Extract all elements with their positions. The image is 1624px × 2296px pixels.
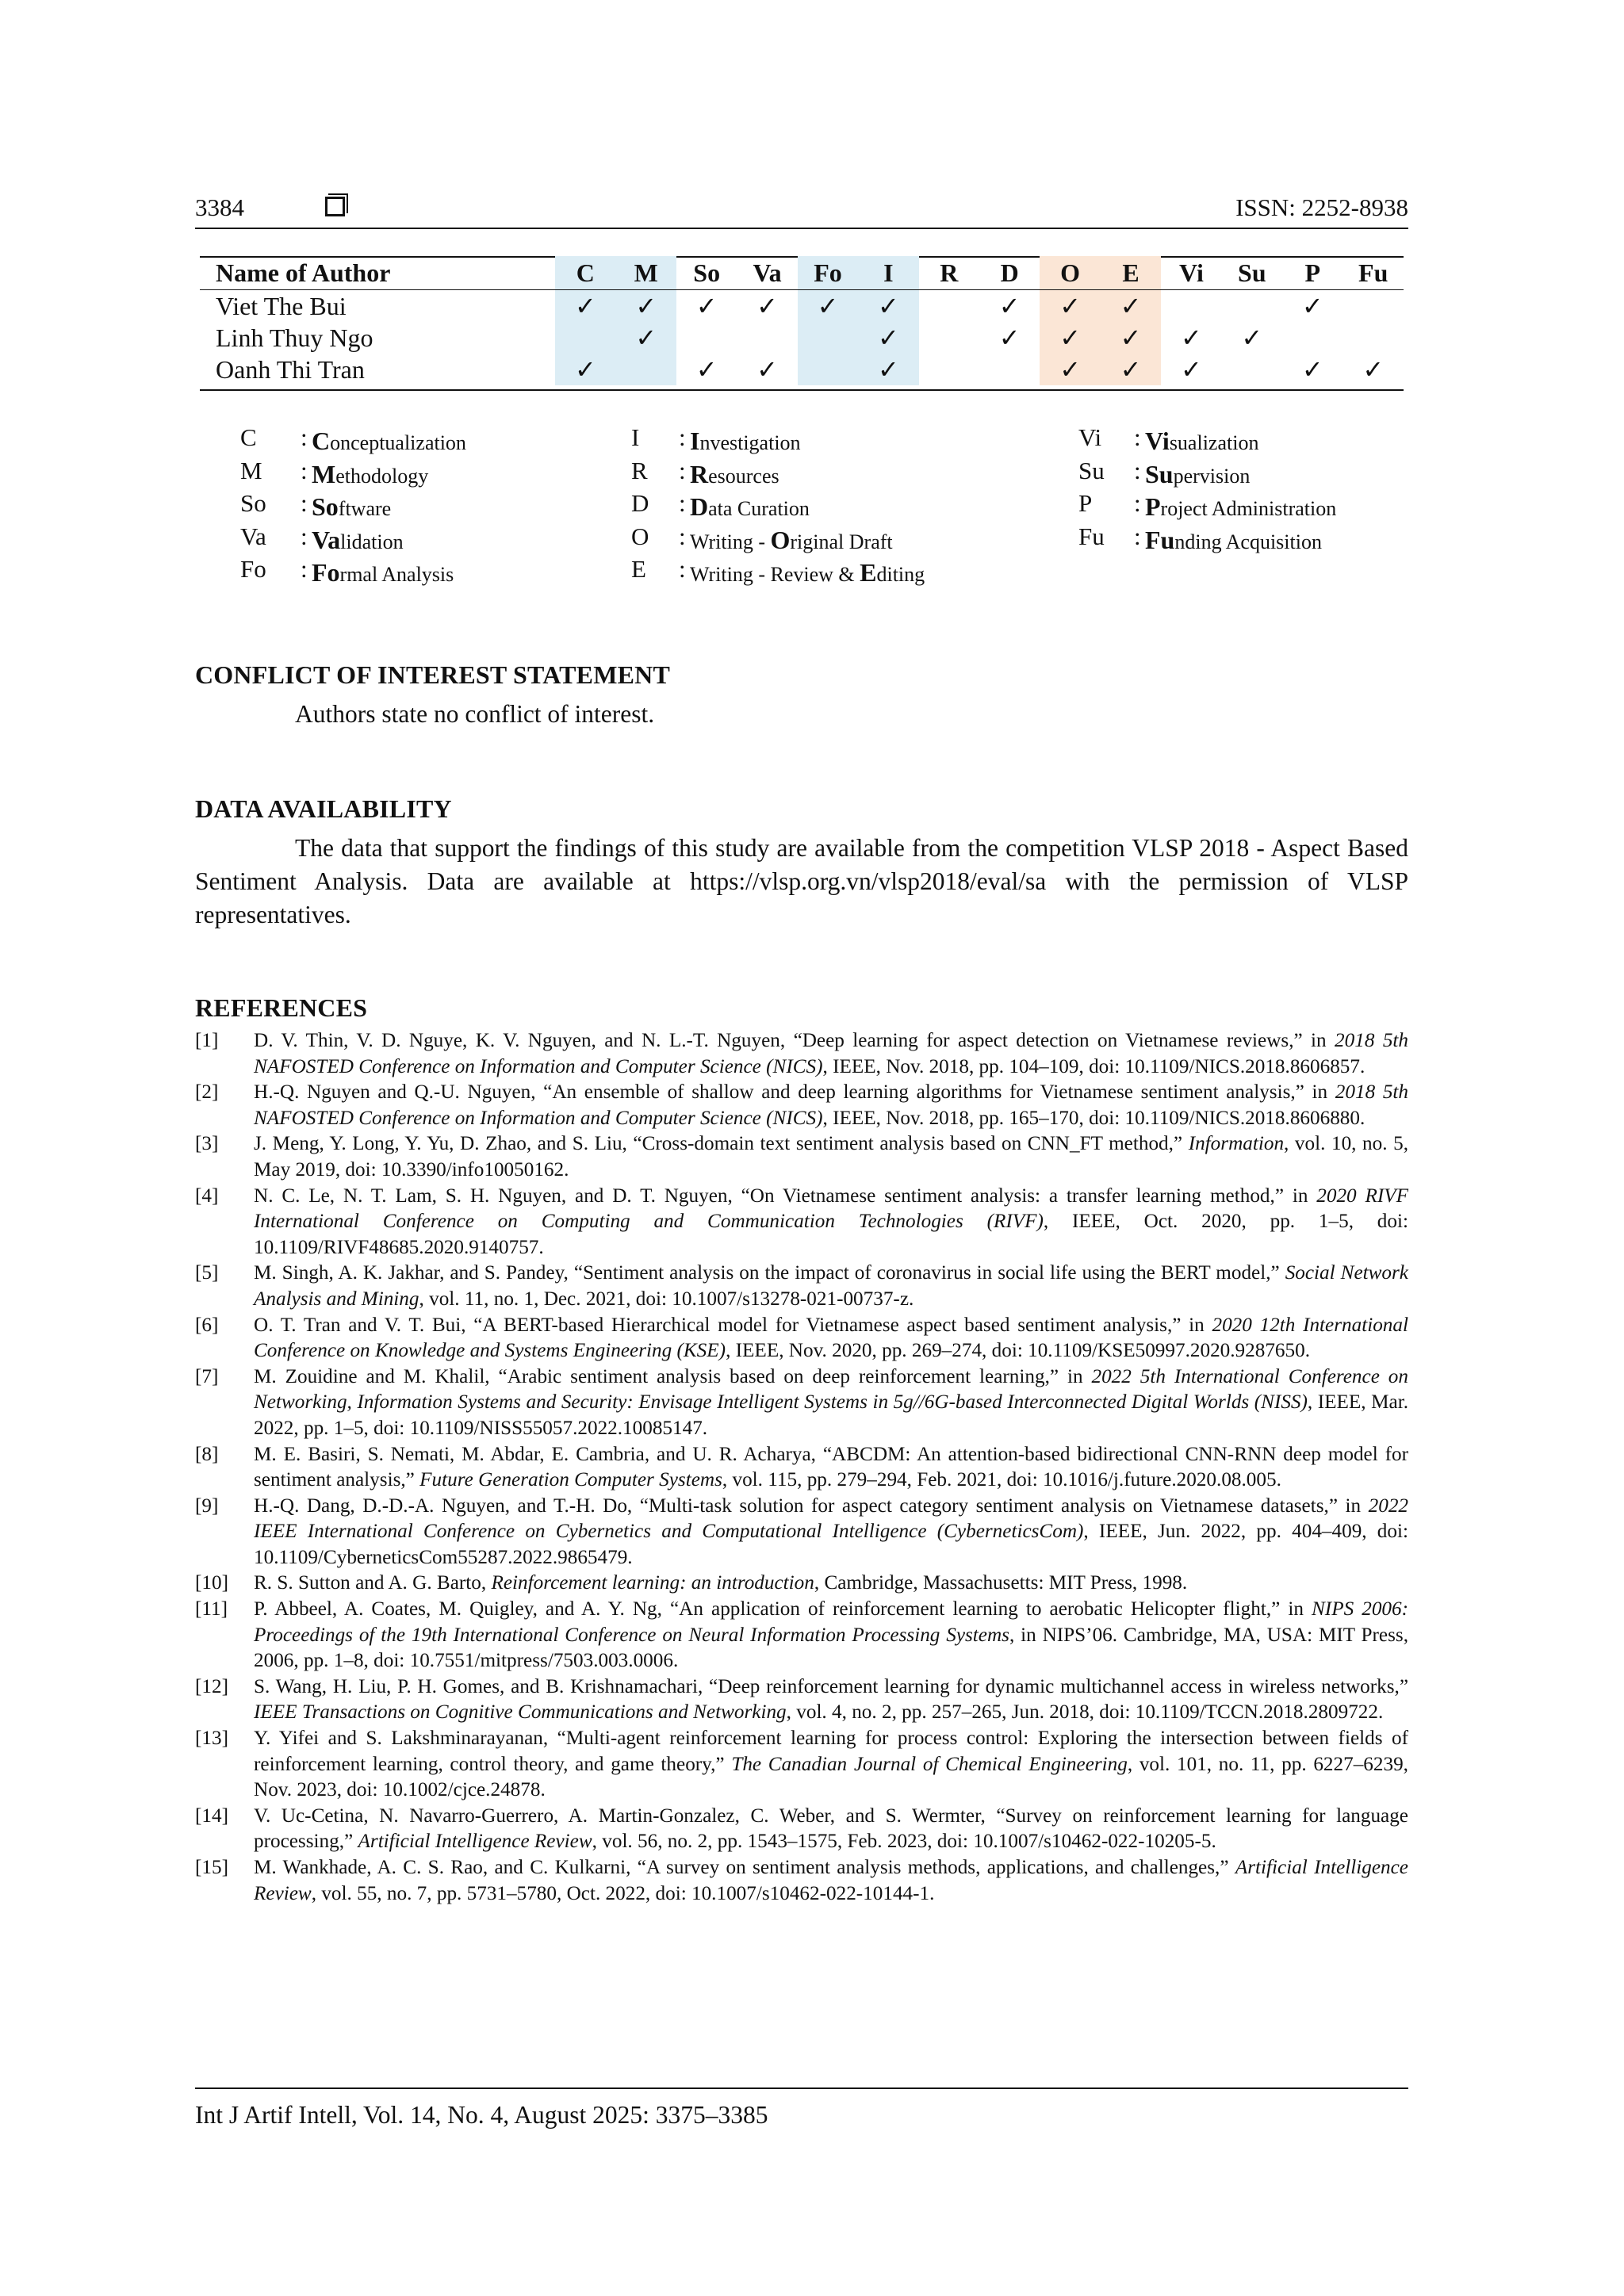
check-mark-icon: ✓ <box>858 290 918 323</box>
legend-abbr: Vi <box>1078 423 1102 451</box>
legend-item <box>631 522 1075 556</box>
reference-text: O. T. Tran and V. T. Bui, “A BERT-based Hierarchical model for Vietnamese aspect based sentiment analysis,” in <box>254 1314 1212 1336</box>
legend-abbr: So <box>240 489 266 517</box>
check-mark-icon: ✓ <box>1181 355 1202 384</box>
legend-bold-letters: Su <box>1145 459 1174 488</box>
reference-number: [12] <box>195 1675 228 1697</box>
role-header: I <box>858 256 918 290</box>
legend-abbr: Va <box>240 522 266 550</box>
reference-number: [14] <box>195 1804 228 1827</box>
reference-text: D. V. Thin, V. D. Nguye, K. V. Nguyen, and N. L.-T. Nguyen, “Deep learning for aspect detection on Vietnamese reviews,” in <box>254 1030 1335 1051</box>
reference-item <box>195 1804 1408 1855</box>
legend-bold-letters: C <box>312 427 331 455</box>
conflict-heading: CONFLICT OF INTEREST STATEMENT <box>195 660 671 689</box>
legend-description <box>690 526 893 555</box>
reference-number: [8] <box>195 1443 219 1465</box>
legend-item <box>631 423 1075 457</box>
reference-details: , vol. 10, no. 5, May 2019, doi: 10.3390/info10050162. <box>254 1133 1409 1181</box>
check-mark-icon: ✓ <box>858 354 918 385</box>
legend-abbr: I <box>631 423 640 451</box>
reference-venue: IEEE Transactions on Cognitive Communications and Networking <box>254 1701 787 1724</box>
reference-text: H.-Q. Nguyen and Q.-U. Nguyen, “An ensemble of shallow and deep learning algorithms for Vietnamese sentiment analysis,” in <box>254 1081 1335 1104</box>
legend-colon: : <box>1134 423 1141 451</box>
check-mark-icon: ✓ <box>695 292 718 320</box>
name-of-author-header: Name of Author <box>200 256 555 290</box>
reference-text: Y. Yifei and S. Lakshminarayanan, “Multi-agent reinforcement learning for process control: Exploring the intersection between fields of reinforcement learning, control theory, and game theory,” <box>254 1728 1408 1775</box>
legend-colon: : <box>1134 456 1141 484</box>
legend-prefix: Writing - Review & <box>690 563 860 586</box>
legend-colon: : <box>679 489 686 517</box>
reference-text: M. Wankhade, A. C. S. Rao, and C. Kulkarni, “A survey on sentiment analysis methods, applications, and challenges,” <box>254 1857 1235 1878</box>
table-header-row <box>200 256 1404 290</box>
reference-venue: 2022 IEEE International Conference on Cybernetics and Computational Intelligence (CyberneticsCom) <box>254 1494 1408 1543</box>
check-mark-icon: ✓ <box>1040 322 1100 354</box>
legend-abbr: C <box>240 423 257 451</box>
reference-text: N. C. Le, N. T. Lam, S. H. Nguyen, and D. T. Nguyen, “On Vietnamese sentiment analysis: a transfer learning method,” in <box>254 1184 1317 1207</box>
table-body <box>200 290 1404 386</box>
legend-rest: rmal Analysis <box>339 563 454 586</box>
check-mark-icon: ✓ <box>756 292 778 320</box>
legend-colon: : <box>301 423 308 451</box>
legend-colon: : <box>679 522 686 550</box>
role-header: Fo <box>798 256 858 290</box>
empty-cell <box>737 322 797 354</box>
reference-number: [1] <box>195 1030 219 1051</box>
legend-rest: sualization <box>1169 431 1259 454</box>
reference-item <box>195 1131 1408 1183</box>
reference-item <box>195 1313 1408 1364</box>
reference-details: , Cambridge, Massachusetts: MIT Press, 1998. <box>814 1572 1188 1594</box>
author-name: Linh Thuy Ngo <box>216 323 373 352</box>
empty-cell <box>919 322 979 354</box>
legend-rest: onceptualization <box>330 431 466 454</box>
legend-abbr: Fu <box>1078 522 1105 550</box>
role-header: Fu <box>1342 256 1404 290</box>
legend-abbr: R <box>631 456 648 484</box>
legend-column-3 <box>1078 423 1411 555</box>
reference-venue: NIPS 2006: Proceedings of the 19th International Conference on Neural Information Processing Systems <box>254 1598 1408 1646</box>
legend-item <box>1078 489 1411 522</box>
legend-colon: : <box>1134 522 1141 550</box>
legend-prefix: Writing - <box>690 530 771 553</box>
legend-colon: : <box>301 456 308 484</box>
reference-text: S. Wang, H. Liu, P. H. Gomes, and B. Krishnamachari, “Deep reinforcement learning for dynamic multichannel access in wireless networks,” <box>254 1675 1408 1697</box>
legend-colon: : <box>301 555 308 583</box>
square-icon <box>325 197 345 216</box>
legend-item <box>631 489 1075 522</box>
reference-number: [6] <box>195 1314 219 1336</box>
reference-item <box>195 1028 1408 1080</box>
data-availability-heading: DATA AVAILABILITY <box>195 794 452 823</box>
empty-cell <box>1222 354 1282 385</box>
legend-colon: : <box>679 555 686 583</box>
legend-description <box>1145 526 1322 555</box>
reference-details: , vol. 11, no. 1, Dec. 2021, doi: 10.1007/s13278-021-00737-z. <box>419 1288 914 1310</box>
reference-text: V. Uc-Cetina, N. Navarro-Guerrero, A. Martin-Gonzalez, C. Weber, and S. Wermter, “Survey on reinforcement learning for language processing,” <box>254 1804 1408 1853</box>
reference-details: , IEEE, Jun. 2022, pp. 404–409, doi: 10.1109/CyberneticsCom55287.2022.9865479. <box>254 1521 1408 1568</box>
check-mark-icon: ✓ <box>998 292 1021 320</box>
reference-list <box>195 1028 1408 1907</box>
reference-details: , vol. 115, pp. 279–294, Feb. 2021, doi: 10.1016/j.future.2020.08.005. <box>722 1469 1281 1491</box>
reference-item <box>195 1364 1408 1442</box>
legend-bold-letters: E <box>860 558 877 587</box>
reference-item <box>195 1597 1408 1674</box>
legend-description <box>312 460 428 489</box>
author-row <box>200 322 1404 354</box>
legend-item <box>631 555 1075 588</box>
empty-cell <box>919 290 979 323</box>
legend-item <box>1078 522 1411 556</box>
legend-description <box>312 526 404 555</box>
page-header <box>195 193 1408 225</box>
reference-item <box>195 1571 1408 1597</box>
legend-item <box>1078 423 1411 457</box>
legend-bold-letters: P <box>1145 492 1161 521</box>
check-mark-icon: ✓ <box>1101 354 1161 385</box>
role-header: So <box>676 256 737 290</box>
empty-cell <box>555 322 615 354</box>
legend-column-2 <box>631 423 1075 588</box>
author-name: Viet The Bui <box>216 291 347 320</box>
reference-text: J. Meng, Y. Long, Y. Yu, D. Zhao, and S. Liu, “Cross-domain text sentiment analysis based on CNN_FT method,” <box>254 1133 1189 1155</box>
reference-number: [10] <box>195 1572 228 1594</box>
check-mark-icon: ✓ <box>1101 322 1161 354</box>
legend-rest: ethodology <box>335 464 429 488</box>
check-mark-icon: ✓ <box>1301 292 1323 320</box>
legend-description <box>1145 460 1250 489</box>
empty-cell <box>1342 290 1404 323</box>
reference-number: [7] <box>195 1365 219 1387</box>
check-mark-icon: ✓ <box>1040 354 1100 385</box>
reference-details: , in NIPS’06. Cambridge, MA, USA: MIT Press, 2006, pp. 1–8, doi: 10.7551/mitpress/7503.003.0006. <box>254 1624 1408 1672</box>
empty-cell <box>919 354 979 385</box>
legend-bold-letters: Fo <box>312 558 340 587</box>
legend-rest: esources <box>708 464 779 488</box>
empty-cell <box>1282 322 1342 354</box>
data-availability-text: The data that support the findings of this study are available from the competition VLSP 2018 - Aspect Based Sentiment Analysis. Data are available at https://vlsp.org.vn/vlsp2018/eval/sa with the permission of VLSP representatives. <box>195 834 1408 928</box>
legend-abbr: P <box>1078 489 1093 517</box>
reference-item <box>195 1184 1408 1261</box>
reference-details: , IEEE, Nov. 2020, pp. 269–274, doi: 10.1109/KSE50997.2020.9287650. <box>726 1340 1311 1362</box>
legend-colon: : <box>679 423 686 451</box>
role-header: P <box>1282 256 1342 290</box>
reference-details: , IEEE, Oct. 2020, pp. 1–5, doi: 10.1109/RIVF48685.2020.9140757. <box>254 1211 1408 1258</box>
legend-description <box>690 558 925 587</box>
contribution-table <box>200 256 1404 385</box>
legend-rest: roject Administration <box>1160 497 1337 520</box>
legend-abbr: D <box>631 489 649 517</box>
check-mark-icon: ✓ <box>1362 355 1385 384</box>
legend-item <box>240 423 640 457</box>
legend-colon: : <box>1134 489 1141 517</box>
check-mark-icon: ✓ <box>756 355 778 384</box>
author-row <box>200 354 1404 385</box>
legend-item <box>240 457 637 490</box>
role-header: D <box>979 256 1040 290</box>
reference-venue: Artificial Intelligence Review <box>358 1831 592 1853</box>
issn-label: ISSN: 2252-8938 <box>1235 193 1408 221</box>
role-header: M <box>616 256 676 290</box>
reference-venue: Artificial Intelligence Review <box>254 1857 1408 1904</box>
reference-text: H.-Q. Dang, D.-D.-A. Nguyen, and T.-H. Do, “Multi-task solution for aspect category sentiment analysis on Vietnamese datasets,” in <box>254 1494 1369 1517</box>
reference-venue: Information <box>1188 1133 1285 1155</box>
reference-venue: Social Network Analysis and Mining <box>254 1262 1408 1310</box>
conflict-text: Authors state no conflict of interest. <box>295 700 655 728</box>
reference-details: , vol. 101, no. 11, pp. 6227–6239, Nov. 2023, doi: 10.1002/cjce.24878. <box>254 1753 1408 1801</box>
legend-abbr: Su <box>1078 456 1105 484</box>
legend-bold-letters: M <box>312 459 336 488</box>
reference-number: [13] <box>195 1728 228 1750</box>
reference-text: R. S. Sutton and A. G. Barto, <box>254 1572 492 1594</box>
reference-venue: 2018 5th NAFOSTED Conference on Information and Computer Science (NICS) <box>254 1030 1408 1077</box>
legend-description <box>690 427 801 456</box>
reference-text: M. Singh, A. K. Jakhar, and S. Pandey, “Sentiment analysis on the impact of coronavirus in social life using the BERT model,” <box>254 1262 1285 1284</box>
check-mark-icon: ✓ <box>1101 290 1161 323</box>
legend-bold-letters: R <box>690 459 709 488</box>
reference-venue: 2022 5th International Conference on Networking, Information Systems and Security: Envisage Intelligent Systems in 5g//6G-based Interconnected Digital Worlds (NISS) <box>254 1365 1408 1414</box>
check-mark-icon: ✓ <box>616 290 676 323</box>
footer-rule <box>195 2087 1408 2089</box>
legend-item <box>240 522 637 556</box>
check-mark-icon: ✓ <box>616 322 676 354</box>
check-mark-icon: ✓ <box>1301 355 1323 384</box>
table-bottom-rule <box>200 389 1404 391</box>
reference-venue: 2020 RIVF International Conference on Computing and Communication Technologies (RIVF) <box>254 1184 1408 1233</box>
reference-details: , vol. 55, no. 7, pp. 5731–5780, Oct. 2022, doi: 10.1007/s10462-022-10144-1. <box>311 1882 935 1904</box>
legend-bold-letters: Fu <box>1145 525 1175 554</box>
legend-bold-letters: O <box>770 525 791 554</box>
empty-cell <box>979 354 1040 385</box>
legend-description <box>690 492 810 522</box>
legend-description <box>1145 427 1258 456</box>
legend-description <box>690 460 779 489</box>
reference-venue: Reinforcement learning: an introduction <box>491 1572 814 1594</box>
reference-item <box>195 1726 1408 1804</box>
empty-cell <box>1161 290 1221 323</box>
reference-details: , IEEE, Mar. 2022, pp. 1–5, doi: 10.1109/NISS55057.2022.10085147. <box>254 1391 1408 1439</box>
reference-text: P. Abbeel, A. Coates, M. Quigley, and A. Y. Ng, “An application of reinforcement learning to aerobatic Helicopter flight,” in <box>254 1598 1312 1621</box>
role-header: O <box>1040 256 1100 290</box>
check-mark-icon: ✓ <box>998 323 1021 352</box>
legend-bold-letters: D <box>690 492 709 521</box>
legend-description <box>312 558 454 587</box>
reference-item <box>195 1855 1408 1907</box>
reference-item <box>195 1442 1408 1494</box>
role-header: Su <box>1222 256 1282 290</box>
check-mark-icon: ✓ <box>555 354 615 385</box>
reference-details: , IEEE, Nov. 2018, pp. 104–109, doi: 10.1109/NICS.2018.8606857. <box>822 1055 1365 1077</box>
check-mark-icon: ✓ <box>1181 323 1202 352</box>
reference-details: , IEEE, Nov. 2018, pp. 165–170, doi: 10.1109/NICS.2018.8606880. <box>822 1107 1365 1129</box>
legend-colon: : <box>301 489 308 517</box>
legend-item <box>631 457 1075 490</box>
role-header: R <box>919 256 979 290</box>
role-header: Va <box>737 256 797 290</box>
reference-item <box>195 1674 1408 1726</box>
reference-venue: The Canadian Journal of Chemical Engineering <box>731 1753 1128 1775</box>
role-header: E <box>1101 256 1161 290</box>
empty-cell <box>1342 322 1404 354</box>
legend-abbr: M <box>240 456 262 484</box>
legend-column-1 <box>240 423 640 588</box>
reference-item <box>195 1080 1408 1131</box>
empty-cell <box>798 354 858 385</box>
legend-rest: nvestigation <box>699 431 801 454</box>
reference-number: [15] <box>195 1857 228 1878</box>
reference-number: [5] <box>195 1262 219 1284</box>
legend-rest: nding Acquisition <box>1174 530 1322 553</box>
legend-rest: ftware <box>338 497 392 520</box>
reference-text: M. Zouidine and M. Khalil, “Arabic sentiment analysis based on deep reinforcement learning,” in <box>254 1365 1092 1387</box>
legend-colon: : <box>301 522 308 550</box>
reference-details: , vol. 4, no. 2, pp. 257–265, Jun. 2018, doi: 10.1109/TCCN.2018.2809722. <box>786 1701 1384 1724</box>
legend-bold-letters: Vi <box>1145 427 1170 455</box>
legend-description <box>312 492 391 522</box>
reference-number: [11] <box>195 1598 228 1621</box>
legend-colon: : <box>679 456 686 484</box>
legend-bold-letters: I <box>690 427 700 455</box>
check-mark-icon: ✓ <box>1040 290 1100 323</box>
reference-details: , vol. 56, no. 2, pp. 1543–1575, Feb. 2023, doi: 10.1007/s10462-022-10205-5. <box>592 1831 1216 1853</box>
legend-description <box>312 427 466 456</box>
reference-text: M. E. Basiri, S. Nemati, M. Abdar, E. Cambria, and U. R. Acharya, “ABCDM: An attention-based bidirectional CNN-RNN deep model for sentiment analysis,” <box>254 1443 1408 1491</box>
legend-bold-letters: Va <box>312 525 341 554</box>
reference-number: [3] <box>195 1133 219 1155</box>
legend-rest: riginal Draft <box>790 530 893 553</box>
check-mark-icon: ✓ <box>798 290 858 323</box>
legend-item <box>240 489 637 522</box>
reference-venue: 2018 5th NAFOSTED Conference on Information and Computer Science (NICS) <box>254 1081 1409 1129</box>
legend-description <box>1145 492 1336 522</box>
page-number: 3384 <box>195 193 244 221</box>
legend-rest: lidation <box>340 530 404 553</box>
reference-venue: Future Generation Computer Systems <box>419 1469 722 1491</box>
legend-rest: ata Curation <box>708 497 810 520</box>
legend-abbr: Fo <box>240 555 266 583</box>
empty-cell <box>798 322 858 354</box>
author-row <box>200 290 1404 323</box>
legend-abbr: E <box>631 555 646 583</box>
role-header: C <box>555 256 615 290</box>
references-heading: REFERENCES <box>195 993 368 1022</box>
legend-item <box>1078 457 1411 490</box>
role-header: Vi <box>1161 256 1221 290</box>
reference-venue: 2020 12th International Conference on Knowledge and Systems Engineering (KSE) <box>254 1314 1408 1362</box>
legend-rest: diting <box>876 563 925 586</box>
reference-number: [4] <box>195 1184 219 1207</box>
empty-cell <box>676 322 737 354</box>
check-mark-icon: ✓ <box>555 290 615 323</box>
check-mark-icon: ✓ <box>858 322 918 354</box>
reference-item <box>195 1261 1408 1312</box>
header-rule <box>195 228 1408 229</box>
empty-cell <box>1222 290 1282 323</box>
legend-abbr: O <box>631 522 649 550</box>
reference-item <box>195 1494 1408 1571</box>
legend-rest: pervision <box>1173 464 1251 488</box>
check-mark-icon: ✓ <box>695 355 718 384</box>
check-mark-icon: ✓ <box>1241 323 1263 352</box>
author-name: Oanh Thi Tran <box>216 354 365 384</box>
legend-bold-letters: So <box>312 492 339 521</box>
empty-cell <box>616 354 676 385</box>
legend-item <box>240 555 637 588</box>
reference-number: [9] <box>195 1494 219 1517</box>
page-footer: Int J Artif Intell, Vol. 14, No. 4, August 2025: 3375–3385 <box>195 2101 768 2129</box>
reference-number: [2] <box>195 1081 219 1104</box>
